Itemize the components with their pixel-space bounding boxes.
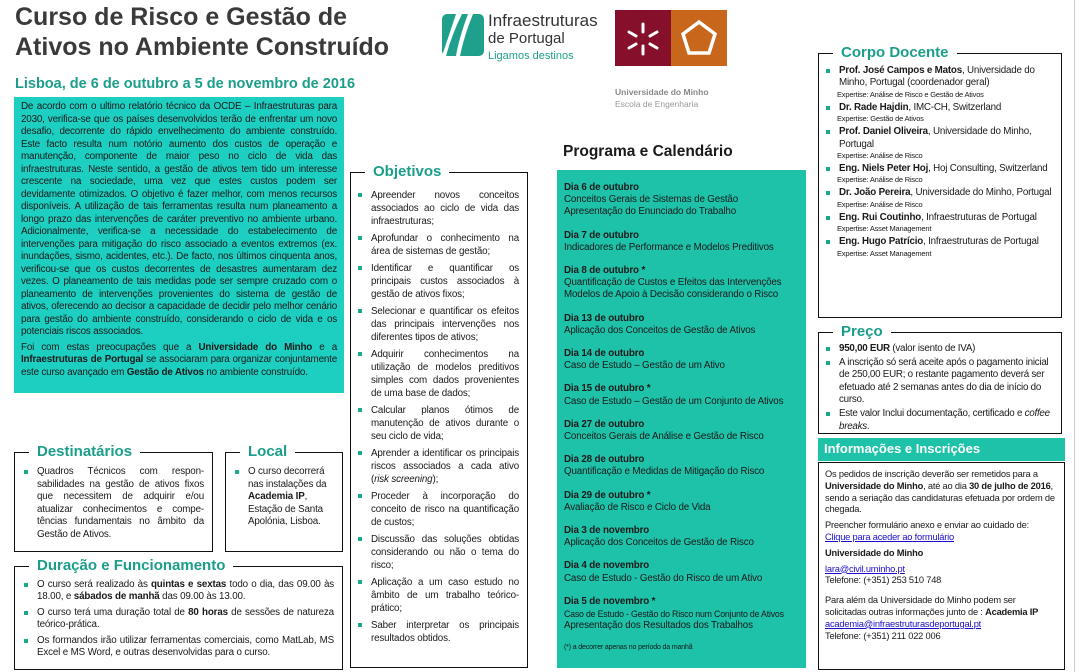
schedule-topic: Quantificação e Medidas de Mitigação do Risco (564, 466, 765, 478)
email-link-uminho[interactable]: lara@civil.uminho.pt (825, 563, 905, 574)
ip-logo-line1: Infraestruturas (488, 11, 598, 30)
schedule-day (564, 230, 799, 254)
list-item: Selecionar e quantificar os efeitos das principais intervenções nos diferentes tipos de ativos; (353, 305, 519, 344)
schedule-topic: Indicadores de Performance e Modelos Preditivos (564, 241, 774, 253)
list-item: Aprofundar o conhecimento na área de sistemas de gestão; (353, 232, 519, 258)
schedule-topic: Caso de Estudo – Gestão de um Conjunto de Ativos (564, 395, 784, 407)
schedule-topic: Quantificação de Custos e Efeitos das Intervenções (564, 277, 782, 289)
docente-item (821, 65, 1055, 100)
docente-affiliation: , Hoj Consulting, Switzerland (928, 163, 1048, 175)
form-link[interactable]: Clique para aceder ao formulário (825, 531, 954, 542)
list-item: O curso decorrerá nas instalações da Academia IP, Estação de Santa Apolónia, Lisboa. (230, 466, 336, 529)
docente-item (821, 163, 1055, 185)
info-org: Universidade do Minho (825, 547, 924, 558)
phone-academia: Telefone: (+351) 211 022 006 (825, 630, 941, 641)
docente-affiliation: , Universidade do Minho, Portugal (coordenador geral) (839, 65, 1035, 89)
page-edge-divider (1074, 0, 1075, 672)
schedule-topic: Caso de Estudo – Gestão de um Ativo (564, 360, 725, 372)
list-item: Aprender a identificar os principais riscos associados a cada ativo (risk screening); (353, 447, 519, 486)
info-form-paragraph: Preencher formulário anexo e enviar ao cuidado de: Clique para aceder ao formulário (825, 520, 1029, 542)
duracao-section (14, 557, 343, 670)
info-header: Informações e Inscrições (818, 438, 1065, 461)
docente-item (821, 126, 1055, 161)
schedule-day (564, 419, 799, 443)
docente-name: Dr. Rade Hajdin (839, 101, 909, 113)
uminho-name: Universidade do Minho (615, 87, 709, 97)
info-org-paragraph (825, 548, 1058, 560)
schedule-date: Dia 27 de outubro (564, 418, 645, 430)
schedule-topic: Conceitos Gerais de Análise e Gestão de Risco (564, 431, 764, 443)
docente-name: Prof. Daniel Oliveira (839, 126, 928, 138)
list-item: Saber interpretar os principais resultados obtidos. (353, 619, 519, 645)
schedule-date: Dia 13 de outubro (564, 312, 645, 324)
infraestruturas-de-portugal-logo (442, 12, 602, 68)
docente-expertise: Expertise: Gestão de Ativos (837, 114, 924, 124)
programa-panel (557, 170, 806, 668)
docente-affiliation: , Infraestruturas de Portugal (923, 236, 1039, 248)
preco-section (818, 323, 1062, 434)
local-section (225, 443, 343, 552)
info-section (818, 462, 1065, 670)
docente-name: Eng. Rui Coutinho (839, 211, 922, 223)
docente-expertise: Expertise: Análise de Risco (837, 175, 923, 185)
schedule-date: Dia 29 de outubro * (564, 489, 651, 501)
list-item: 950,00 EUR (valor isento de IVA) (821, 343, 1055, 356)
ip-logo-tagline: Ligamos destinos (488, 50, 574, 62)
section-title: Duração e Funcionamento (29, 556, 233, 576)
list-item: Quadros Técnicos com respon-sabilidades na gestão de ativos fixos que necessitem de adquirir e/ou atualizar conhecimentos e compe-tências fundamentais no âmbito da Gestão de Ativos. (19, 466, 204, 542)
email-link-academia[interactable]: academia@infraestruturasdeportugal.pt (825, 618, 982, 629)
schedule-date: Dia 15 de outubro * (564, 383, 651, 395)
list-item: Aplicação a um caso estudo no âmbito de um trabalho teórico-prático; (353, 576, 519, 615)
intro-panel (14, 97, 344, 393)
list-item: O curso será realizado às quintas e sextas todo o dia, das 09.00 às 18.00, e sábados de manhã das 09.00 às 13.00. (19, 579, 334, 604)
schedule-day (564, 596, 799, 633)
docente-name: Prof. José Campos e Matos (839, 65, 962, 76)
uminho-emblem-icon (615, 10, 671, 66)
list-item: Os formandos irão utilizar ferramentas comerciais, como MatLab, MS Excel e MS Word, e outras desenvolvidas para o curso. (19, 635, 334, 660)
uminho-logo (615, 10, 727, 66)
schedule-date: Dia 28 de outubro (564, 454, 645, 466)
schedule-day (564, 182, 799, 219)
schedule-day (564, 525, 799, 549)
corpo-docente-section (818, 44, 1062, 318)
schedule-topic: Conceitos Gerais de Sistemas de Gestão (564, 194, 738, 206)
schedule-topic: Caso de Estudo - Gestão do Risco num Conjunto de Ativos (564, 609, 784, 620)
list-item: Calcular planos ótimos de manutenção de ativos durante o seu ciclo de vida; (353, 404, 519, 443)
title-line-1: Curso de Risco e Gestão de (15, 3, 348, 31)
intro-paragraph-2: Foi com estas preocupações que a Universidade do Minho e a Infraestruturas de Portugal se associaram para organizar conjuntamente este curso avançado em Gestão de Ativos no ambiente construído. (21, 341, 338, 378)
uminho-school: Escola de Engenharia (615, 99, 699, 109)
schedule-date: Dia 7 de outubro (564, 229, 639, 241)
docente-expertise: Expertise: Asset Management (837, 224, 932, 234)
docente-affiliation: , Infraestruturas de Portugal (921, 211, 1037, 223)
docente-expertise: Expertise: Análise de Risco (837, 199, 923, 209)
engineering-school-emblem-icon (671, 10, 727, 66)
schedule-date: Dia 4 de novembro (564, 560, 650, 572)
schedule-topic: Caso de Estudo - Gestão do Risco de um Ativo (564, 572, 763, 584)
schedule-day (564, 348, 799, 372)
schedule-date: Dia 3 de novembro (564, 525, 650, 537)
section-title: Destinatários (29, 442, 140, 462)
docente-item (821, 236, 1055, 258)
list-item: Adquirir conhecimentos na utilização de modelos preditivos simples com dados provenientes de uma base de dados; (353, 348, 519, 400)
schedule-topic: Avaliação de Risco e Ciclo de Vida (564, 501, 711, 513)
schedule-list (564, 182, 799, 632)
schedule-day (564, 265, 799, 302)
schedule-day (564, 490, 799, 514)
docente-name: Eng. Hugo Patrício (839, 236, 924, 248)
docente-expertise: Expertise: Análise de Risco (837, 151, 923, 161)
schedule-topic: Apresentação do Enunciado do Trabalho (564, 206, 737, 218)
list-item: Discussão das soluções obtidas considerando ou não o tema do risco; (353, 533, 519, 572)
schedule-day (564, 560, 799, 584)
schedule-day (564, 313, 799, 337)
docente-affiliation: , Universidade do Minho, Portugal (910, 187, 1052, 199)
section-title: Local (240, 442, 295, 462)
ip-logo-icon (442, 14, 484, 56)
section-title: Corpo Docente (833, 43, 957, 63)
docente-affiliation: , IMC-CH, Switzerland (908, 101, 1002, 113)
schedule-topic: Aplicação dos Conceitos de Gestão de Risco (564, 537, 754, 549)
schedule-topic: Aplicação dos Conceitos de Gestão de Ativos (564, 324, 756, 336)
schedule-date: Dia 14 de outubro (564, 348, 645, 360)
list-item: A inscrição só será aceite após o pagamento inicial de 250,00 EUR; o restante pagamento deverá ser efetuado até 2 semanas antes do dia de início do curso. (821, 357, 1055, 407)
info-paragraph: Os pedidos de inscrição deverão ser remetidos para a Universidade do Minho, até ao dia 30 de julho de 2016, sendo a seriação das candidaturas efetuada por ordem de chegada. (825, 469, 1055, 515)
schedule-topic: Apresentação dos Resultados dos Trabalhos (564, 620, 753, 632)
schedule-day (564, 383, 799, 407)
schedule-date: Dia 5 de novembro * (564, 595, 656, 607)
docente-item (821, 212, 1055, 234)
section-title: Objetivos (365, 162, 449, 182)
phone-uminho: Telefone: (+351) 253 510 748 (825, 575, 942, 586)
docente-item (821, 102, 1055, 124)
list-item: O curso terá uma duração total de 80 horas de sessões de natureza teórico-prática. (19, 607, 334, 632)
schedule-day (564, 454, 799, 478)
list-item: Apreender novos conceitos associados ao ciclo de vida das infraestruturas; (353, 189, 519, 228)
schedule-topic: Modelos de Apoio à Decisão considerando o Risco (564, 289, 779, 301)
title-line-2: Ativos no Ambiente Construído (15, 33, 390, 61)
intro-paragraph: De acordo com o ultimo relatório técnico da OCDE – Infraestruturas para 2030, verifica-se que os países desenvolvidos terão de enfrentar um novo desafio, decorrente do rápido envelhecimento do ambiente construído. Este facto resulta num notório aumento dos custos de operação e manutenção, componente de maior peso no ciclo de vida das infraestruturas. Neste sentido, a gestão de ativos tem tido um interesse crescente na sociedade, uma vez que estes custos podem ser devidamente otimizados. O objetivo é fazer melhor, com menos recursos disponíveis. A utilização de tais ferramentas resulta num planeamento a longo prazo das intervenções de caráter preventivo no ambiente urbano. Adicionalmente, verifica-se a necessidade do estabelecimento de intervenções para mitigação do risco associado a eventos extremos (ex. inundações, sismo, acidentes, etc.). De facto, nos últimos cinquenta anos, verificou-se que os custos decorrentes de desastres aumentaram dez vezes. O planeamento de tais medidas pode ser sempre cruzado com o planeamento de intervenções provenientes do sistema de gestão de ativos, oferecendo ao decisor a capacidade de decidir pelo melhor cenário para gestão do ambiente construído, considerando o ciclo de vida e os potenciais riscos associados. (21, 101, 337, 337)
programa-title: Programa e Calendário (563, 143, 733, 160)
list-item: Este valor Inclui documentação, certificado e coffee breaks. (821, 408, 1055, 433)
page-title (15, 2, 415, 62)
docente-name: Eng. Niels Peter Hoj (839, 163, 929, 175)
list-item: Proceder à incorporação do conceito de risco na quantificação de custos; (353, 490, 519, 529)
schedule-date: Dia 8 de outubro * (564, 265, 646, 277)
docente-item (821, 187, 1055, 209)
docente-expertise: Expertise: Asset Management (837, 248, 932, 258)
section-title: Preço (833, 322, 891, 342)
docente-affiliation: , Universidade do Minho, Portugal (839, 126, 1032, 150)
destinatarios-section (14, 443, 213, 552)
docente-name: Dr. João Pereira (839, 187, 911, 199)
programa-footnote: (*) a decorrer apenas no período da manhã (564, 644, 693, 652)
ip-logo-line2: de Portugal (488, 30, 565, 47)
docente-expertise: Expertise: Análise de Risco e Gestão de Ativos (837, 89, 984, 99)
schedule-date: Dia 6 de outubro (564, 182, 639, 193)
info-contact-academia: Para além da Universidade do Minho podem ser solicitadas outras informações junto de : Academia IP academia@infraestruturasdeportugal.pt Telefone: (+351) 211 022 006 (825, 595, 1039, 641)
list-item: Identificar e quantificar os principais custos associados à gestão de ativos fixos; (353, 262, 519, 301)
docentes-list (821, 65, 1055, 259)
info-contact-uminho (825, 564, 1058, 588)
objetivos-section (350, 163, 528, 668)
course-dates: Lisboa, de 6 de outubro a 5 de novembro de 2016 (15, 76, 356, 92)
